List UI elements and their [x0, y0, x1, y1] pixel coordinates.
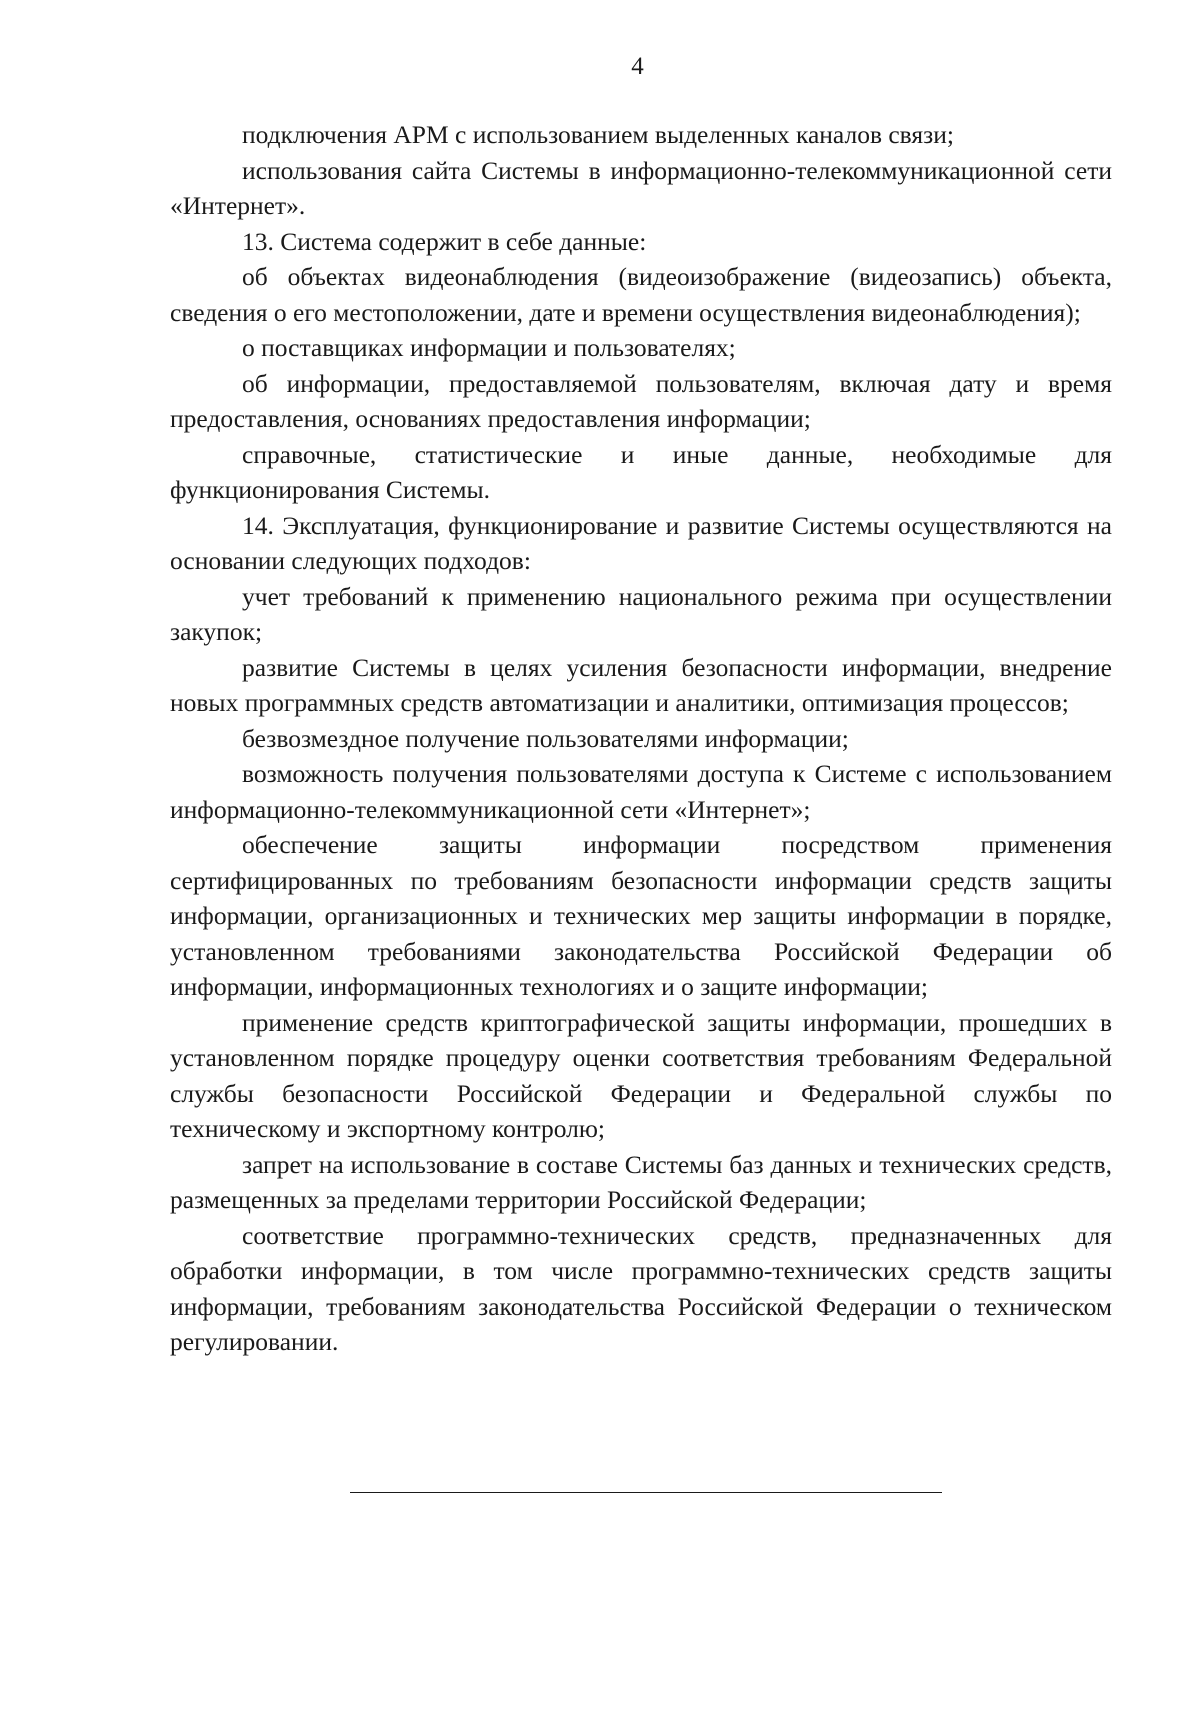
paragraph: об объектах видеонаблюдения (видеоизображение (видеозапись) объекта, сведения о его местоположении, дате и времени осуществления видеонаблюдения); [170, 262, 1112, 327]
paragraph: об информации, предоставляемой пользователям, включая дату и время предоставления, основаниях предоставления информации; [170, 368, 1112, 433]
end-of-document-rule [350, 1492, 942, 1493]
paragraph: применение средств криптографической защиты информации, прошедших в установленном порядке процедуру оценки соответствия требованиям Федеральной службы безопасности Российской Федерации и Федеральной службы по техническому и экспортному контролю; [170, 1007, 1112, 1143]
paragraph: справочные, статистические и иные данные, необходимые для функционирования Системы. [170, 439, 1112, 504]
paragraph: соответствие программно-технических средств, предназначенных для обработки информации, в том числе программно-технических средств защиты информации, требованиям законодательства Российской Федерации о техническом регулировании. [170, 1220, 1112, 1356]
paragraph: обеспечение защиты информации посредством применения сертифицированных по требованиям безопасности информации средств защиты информации, организационных и технических мер защиты информации в порядке, установленном требованиями законодательства Российской Федерации об информации, информационных технологиях и о защите информации; [170, 830, 1112, 1001]
paragraph: развитие Системы в целях усиления безопасности информации, внедрение новых программных средств автоматизации и аналитики, оптимизация процессов; [170, 652, 1112, 717]
paragraph: подключения АРМ с использованием выделенных каналов связи; [242, 120, 954, 149]
paragraph: учет требований к применению национального режима при осуществлении закупок; [170, 581, 1112, 646]
paragraph: 13. Система содержит в себе данные: [242, 226, 647, 256]
page-number: 4 [631, 53, 644, 80]
paragraph: безвозмездное получение пользователями информации; [242, 723, 849, 753]
document-body [170, 117, 1112, 1360]
paragraph: о поставщиках информации и пользователях; [242, 333, 736, 362]
paragraph: использования сайта Системы в информационно-телекоммуникационной сети «Интернет». [170, 155, 1112, 220]
paragraph: 14. Эксплуатация, функционирование и развитие Системы осуществляются на основании следующих подходов: [170, 510, 1112, 575]
paragraph: запрет на использование в составе Системы баз данных и технических средств, размещенных за пределами территории Российской Федерации; [170, 1149, 1112, 1214]
paragraph: возможность получения пользователями доступа к Системе с использованием информационно-телекоммуникационной сети «Интернет»; [170, 759, 1112, 824]
